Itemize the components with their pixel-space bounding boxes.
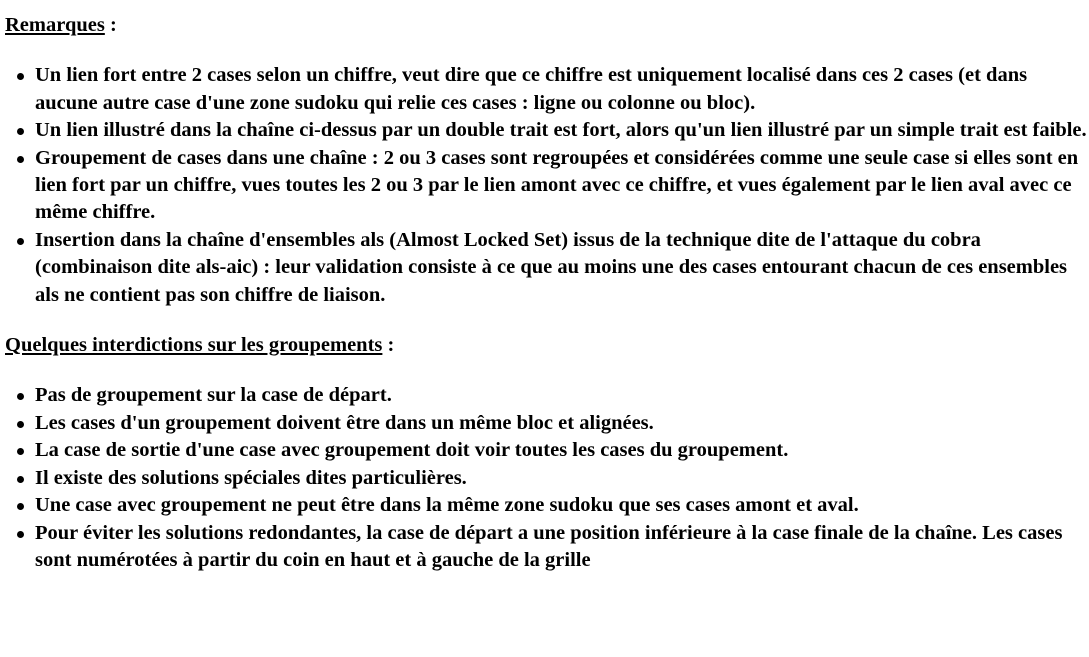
list-item (35, 437, 1089, 464)
interdictions-list (5, 382, 1089, 574)
interdictions-heading (5, 332, 1089, 359)
bullet-icon (17, 128, 24, 135)
bullet-icon (17, 421, 24, 428)
list-item (35, 227, 1089, 309)
list-item (35, 520, 1089, 575)
list-item (35, 382, 1089, 409)
remarques-list (5, 62, 1089, 309)
list-item (35, 117, 1089, 144)
list-item (35, 410, 1089, 437)
bullet-icon (17, 531, 24, 538)
bullet-icon (17, 448, 24, 455)
bullet-icon (17, 73, 24, 80)
bullet-icon (17, 393, 24, 400)
list-item-text: La case de sortie d'une case avec groupement doit voir toutes les cases du groupement. (35, 439, 789, 462)
list-item-text: Un lien fort entre 2 cases selon un chiffre, veut dire que ce chiffre est uniquement localisé dans ces 2 cases (et dans aucune autre case d'une zone sudoku qui relie ces cases : ligne ou colonne ou bloc). (35, 64, 1028, 114)
interdictions-heading-text: Quelques interdictions sur les groupements (5, 334, 383, 357)
list-item (35, 465, 1089, 492)
remarques-heading-text: Remarques (5, 14, 105, 36)
list-item-text: Insertion dans la chaîne d'ensembles als (Almost Locked Set) issus de la technique dite de l'attaque du cobra (combinaison dite als-aic) : leur validation consiste à ce que au moins une des cases entourant chacun de ces ensembles als ne contient pas son chiffre de liaison. (35, 228, 1068, 306)
remarques-heading (5, 12, 1089, 39)
list-item-text: Groupement de cases dans une chaîne : 2 ou 3 cases sont regroupées et considérées comme une seule case si elles sont en lien fort par un chiffre, vues toutes les 2 ou 3 par le lien amont avec ce chiffre, et vues également par le lien aval avec ce même chiffre. (35, 146, 1079, 224)
list-item-text: Les cases d'un groupement doivent être dans un même bloc et alignées. (35, 411, 654, 434)
bullet-icon (17, 156, 24, 163)
list-item-text: Il existe des solutions spéciales dites particulières. (35, 466, 467, 489)
list-item (35, 62, 1089, 117)
list-item-text: Pas de groupement sur la case de départ. (35, 384, 392, 407)
remarques-heading-suffix: : (104, 14, 117, 36)
list-item-text: Une case avec groupement ne peut être dans la même zone sudoku que ses cases amont et aval. (35, 494, 859, 517)
bullet-icon (17, 476, 24, 483)
list-item (35, 145, 1089, 227)
list-item-text: Un lien illustré dans la chaîne ci-dessus par un double trait est fort, alors qu'un lien illustré par un simple trait est faible. (35, 119, 1087, 142)
bullet-icon (17, 238, 24, 245)
list-item (35, 492, 1089, 519)
bullet-icon (17, 503, 24, 510)
interdictions-heading-suffix: : (382, 334, 395, 357)
list-item-text: Pour éviter les solutions redondantes, la case de départ a une position inférieure à la case finale de la chaîne. Les cases sont numérotées à partir du coin en haut et à gauche de la grille (35, 521, 1063, 571)
